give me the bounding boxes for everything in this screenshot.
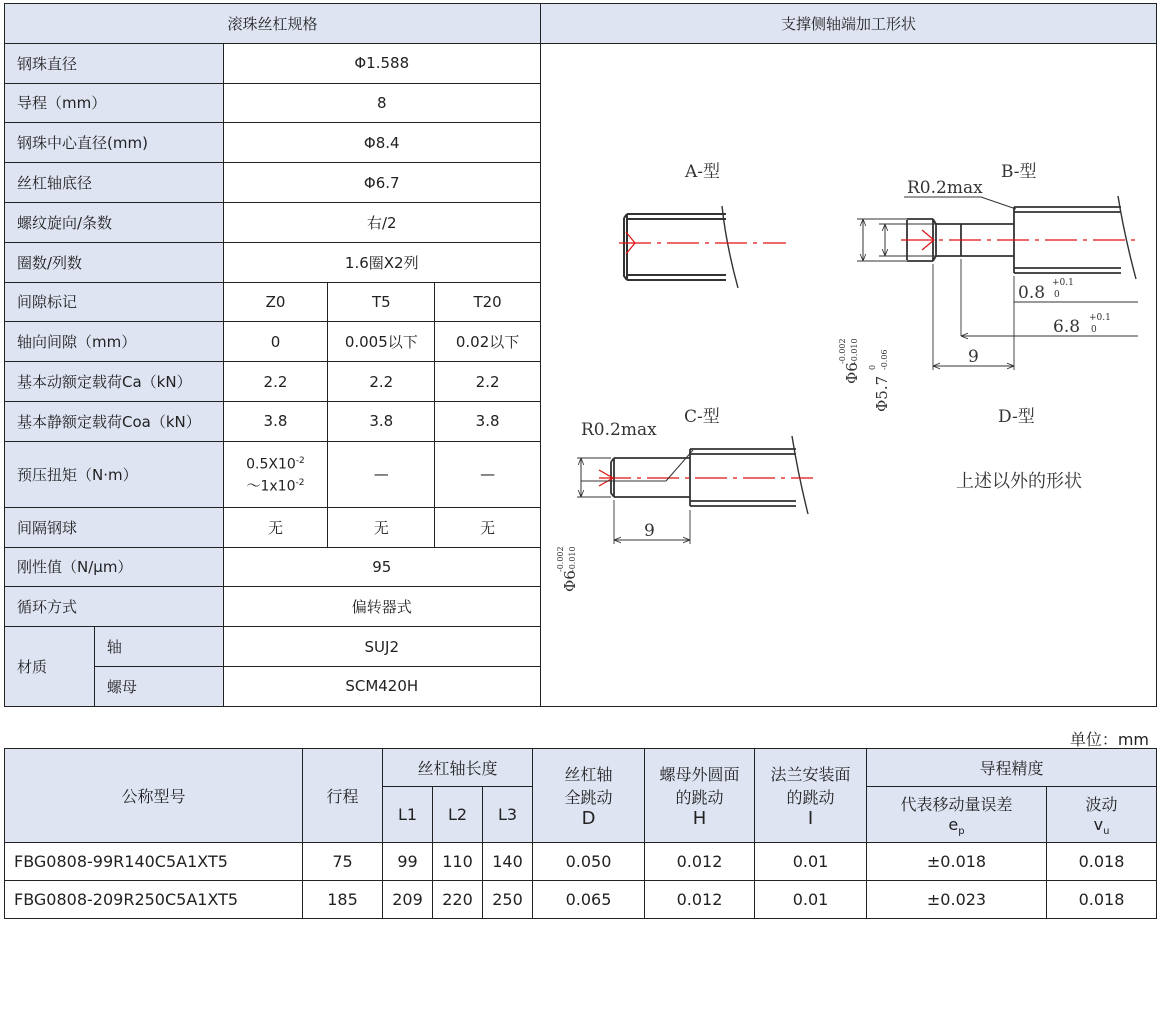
d-type-label: D-型: [997, 406, 1035, 427]
row-label: 丝杠轴底径: [5, 163, 224, 203]
cell-t5: 无: [328, 507, 435, 547]
table-row: [5, 881, 1157, 919]
b-len1: 0.8: [1017, 282, 1046, 303]
b-dia2: Φ5.7: [872, 375, 891, 412]
cell-l2: 110: [433, 843, 483, 881]
shaft-label: 轴: [94, 627, 223, 667]
cell-t5: —: [328, 441, 435, 507]
b-len1-tol-up: +0.1: [1051, 277, 1074, 288]
cell-l1: 99: [383, 843, 433, 881]
b-r-label: R0.2max: [906, 177, 983, 198]
row-label: 钢珠直径: [5, 43, 224, 83]
preload-line2: ～1x10: [246, 478, 296, 495]
cell-stroke: 185: [303, 881, 383, 919]
cell-model: FBG0808-209R250C5A1XT5: [5, 881, 303, 919]
b-len2-tol-up: +0.1: [1088, 312, 1111, 323]
cell-t20: 2.2: [435, 362, 541, 402]
cell-l2: 220: [433, 881, 483, 919]
row-value: Φ8.4: [223, 123, 540, 163]
cell-i: 0.01: [755, 843, 867, 881]
row-label: 螺纹旋向/条数: [5, 202, 224, 242]
spec-header: 滚珠丝杠规格: [5, 4, 541, 44]
b-len3: 9: [967, 346, 979, 367]
cell-t5: T5: [328, 282, 435, 322]
d-type-text: 上述以外的形状: [955, 470, 1082, 492]
c-r-label: R0.2max: [580, 419, 657, 440]
runout-i-line1: 法兰安装面: [770, 765, 851, 784]
col-l3: L3: [483, 787, 533, 843]
b-len2-tol-low: 0: [1090, 324, 1097, 335]
b-dia2-tol-up: 0: [867, 364, 877, 370]
c-type-drawing: [577, 436, 813, 544]
ep-label: 代表移动量误差: [900, 794, 1013, 814]
col-stroke: 行程: [303, 749, 383, 843]
cell-z0: 0: [223, 322, 328, 362]
runout-d-symbol: D: [581, 808, 596, 829]
a-type-label: A-型: [684, 161, 721, 182]
cell-z0: Z0: [223, 282, 328, 322]
cell-t5: 0.005以下: [328, 322, 435, 362]
cell-ep: ±0.023: [867, 881, 1047, 919]
cell-t20: —: [435, 441, 541, 507]
cell-h: 0.012: [645, 881, 755, 919]
col-runout-d: [533, 749, 645, 843]
row-label: 圈数/列数: [5, 242, 224, 282]
row-label: 轴向间隙（mm）: [5, 322, 224, 362]
col-model: 公称型号: [5, 749, 303, 843]
row-label: 基本动额定载荷Ca（kN）: [5, 362, 224, 402]
col-vu: [1047, 787, 1157, 843]
a-type-drawing: [619, 206, 786, 288]
cell-t5: 2.2: [328, 362, 435, 402]
col-runout-h: [645, 749, 755, 843]
c-type-label: C-型: [683, 406, 720, 427]
preload-exp2: -2: [295, 478, 305, 489]
row-label: 导程（mm）: [5, 83, 224, 123]
nut-label: 螺母: [94, 667, 223, 707]
cell-l3: 140: [483, 843, 533, 881]
b-len2: 6.8: [1052, 316, 1081, 337]
cell-t20: 3.8: [435, 401, 541, 441]
vu-label: 波动: [1085, 794, 1118, 814]
row-value: Φ6.7: [223, 163, 540, 203]
cell-vu: 0.018: [1047, 881, 1157, 919]
ep-symbol: e: [948, 814, 959, 834]
col-l1: L1: [383, 787, 433, 843]
cell-z0: 无: [223, 507, 328, 547]
c-dia: Φ6: [560, 569, 579, 592]
unit-label: 单位：mm: [1069, 730, 1149, 749]
cell-z0: 3.8: [223, 401, 328, 441]
cell-i: 0.01: [755, 881, 867, 919]
cell-t20: 0.02以下: [435, 322, 541, 362]
col-length-group: 丝杠轴长度: [383, 749, 533, 787]
model-table: [4, 748, 1157, 919]
row-value: 95: [223, 547, 540, 587]
cell-d: 0.065: [533, 881, 645, 919]
row-label: 预压扭矩（N·m）: [5, 441, 224, 507]
b-type-label: B-型: [1000, 161, 1037, 182]
table-row: [5, 843, 1157, 881]
preload-exp1: -2: [295, 455, 305, 466]
runout-i-line2: 的跳动: [786, 788, 835, 807]
row-label: 循环方式: [5, 587, 224, 627]
col-l2: L2: [433, 787, 483, 843]
cell-vu: 0.018: [1047, 843, 1157, 881]
col-lead-group: 导程精度: [867, 749, 1157, 787]
b-dia1: Φ6: [842, 361, 861, 384]
cell-t20: 无: [435, 507, 541, 547]
vu-symbol: v: [1093, 814, 1104, 834]
cell-l1: 209: [383, 881, 433, 919]
cell-l3: 250: [483, 881, 533, 919]
row-label: 基本静额定载荷Coa（kN）: [5, 401, 224, 441]
ep-sub: p: [958, 826, 965, 838]
row-label: 刚性值（N/μm）: [5, 547, 224, 587]
c-len: 9: [643, 520, 655, 541]
col-runout-i: [755, 749, 867, 843]
row-label: 间隔钢球: [5, 507, 224, 547]
row-value: 1.6圈X2列: [223, 242, 540, 282]
cell-t20: T20: [435, 282, 541, 322]
cell-ep: ±0.018: [867, 843, 1047, 881]
runout-d-line2: 全跳动: [564, 788, 613, 807]
col-ep: [867, 787, 1047, 843]
cell-z0: 2.2: [223, 362, 328, 402]
c-dia-tol-up: -0.002: [555, 546, 565, 572]
b-dia1-tol-low: -0.010: [849, 338, 859, 364]
runout-h-symbol: H: [692, 808, 707, 829]
cell-d: 0.050: [533, 843, 645, 881]
preload-line1: 0.5X10: [246, 456, 296, 473]
cell-h: 0.012: [645, 843, 755, 881]
row-label: 间隙标记: [5, 282, 224, 322]
b-type-drawing: [857, 196, 1138, 370]
cell-model: FBG0808-99R140C5A1XT5: [5, 843, 303, 881]
row-value: 偏转器式: [223, 587, 540, 627]
row-value: Φ1.588: [223, 43, 540, 83]
runout-h-line1: 螺母外圆面: [659, 765, 740, 784]
nut-material: SCM420H: [223, 667, 540, 707]
c-dia-tol-low: -0.010: [567, 546, 577, 572]
material-label: 材质: [5, 627, 95, 707]
b-len1-tol-low: 0: [1053, 289, 1060, 300]
runout-h-line2: 的跳动: [675, 788, 724, 807]
shaft-end-drawings: [541, 44, 1156, 702]
runout-d-line1: 丝杠轴: [564, 765, 613, 784]
row-label: 钢珠中心直径(mm): [5, 123, 224, 163]
b-dia2-tol-low: -0.06: [879, 349, 889, 370]
shape-header: 支撑侧轴端加工形状: [540, 4, 1156, 44]
row-value: 8: [223, 83, 540, 123]
shaft-material: SUJ2: [223, 627, 540, 667]
cell-t5: 3.8: [328, 401, 435, 441]
shape-drawings: [540, 43, 1156, 706]
preload-torque-z0: [223, 441, 328, 507]
runout-i-symbol: I: [807, 808, 814, 829]
cell-stroke: 75: [303, 843, 383, 881]
b-dia1-tol-up: -0.002: [837, 338, 847, 364]
vu-sub: u: [1103, 826, 1110, 838]
row-value: 右/2: [223, 202, 540, 242]
spec-table: [4, 3, 1157, 707]
